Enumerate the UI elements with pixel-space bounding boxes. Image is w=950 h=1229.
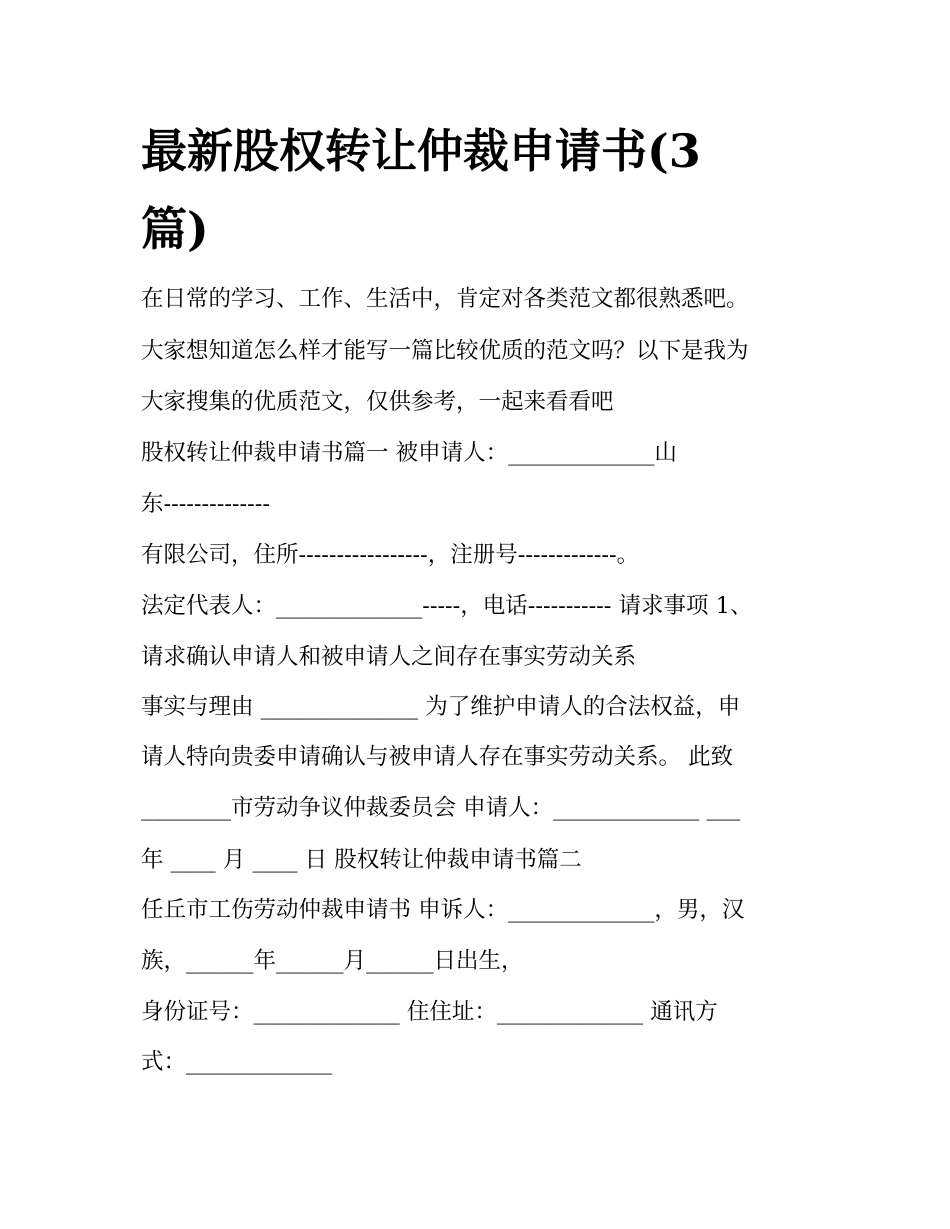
body-line: 请求确认申请人和被申请人之间存在事实劳动关系: [141, 644, 637, 670]
body-line: 事实与理由 ______________ 为了维护申请人的合法权益，申: [141, 694, 741, 720]
body-line: 年 ____ 月 ____ 日 股权转让仲裁申请书篇二: [141, 847, 582, 873]
body-line: 任丘市工伤劳动仲裁申请书 申诉人：_____________，男，汉: [141, 897, 745, 923]
body-line: 东--------------: [141, 491, 270, 517]
title-line: 篇): [141, 202, 209, 256]
body-line: 式：_____________: [141, 1049, 333, 1075]
body-line: 族，______年______月______日出生，: [141, 948, 524, 974]
body-line: 请人特向贵委申请确认与被申请人存在事实劳动关系。 此致: [141, 744, 734, 770]
document-title: [141, 112, 821, 268]
intro-line: 大家搜集的优质范文，仅供参考，一起来看看吧: [141, 389, 614, 415]
body-line: 身份证号：_____________ 住住址：_____________ 通讯方: [141, 999, 718, 1025]
body-line: 有限公司，住所-----------------，注册号-------------。: [141, 542, 640, 568]
intro-line: 大家想知道怎么样才能写一篇比较优质的范文吗？以下是我为: [141, 338, 749, 364]
body-line: 股权转让仲裁申请书篇一 被申请人：_____________山: [141, 440, 677, 466]
body-line: ________市劳动争议仲裁委员会 申请人：_____________ ___: [141, 795, 741, 821]
title-line: 最新股权转让仲裁申请书(3: [141, 124, 701, 178]
intro-line: 在日常的学习、工作、生活中，肯定对各类范文都很熟悉吧。: [141, 286, 749, 312]
body-line: 法定代表人：_____________-----，电话----------- 请求事项 1、: [141, 593, 753, 619]
